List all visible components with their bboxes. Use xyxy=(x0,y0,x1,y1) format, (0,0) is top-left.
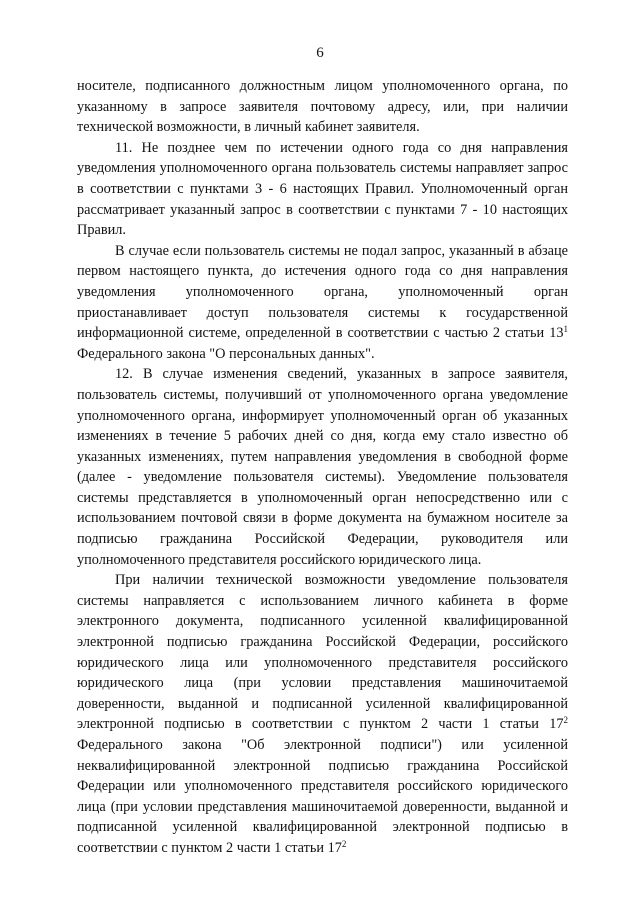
superscript-index: 2 xyxy=(341,838,347,849)
document-body xyxy=(77,76,568,859)
paragraph xyxy=(77,570,568,858)
paragraph xyxy=(77,364,568,570)
superscript-index: 1 xyxy=(563,324,568,335)
paragraph xyxy=(77,76,568,138)
paragraph-text: Федерального закона "Об электронной подписи") или усиленной неквалифицированной электронной подписью гражданина Российской Федерации или уполномоченного представителя российского юридического лица (при условии представления машиночитаемой доверенности, выданной и подписанной усиленной квалифицированной электронной подписью в соответствии с пунктом 2 части 1 статьи 17 xyxy=(77,737,568,856)
superscript-index: 2 xyxy=(563,715,568,726)
paragraph-text: При наличии технической возможности уведомление пользователя системы направляется с использованием личного кабинета в форме электронного документа, подписанного усиленной квалифицированной электронной подписью гражданина Российской Федерации, российского юридического лица или уполномоченного представителя российского юридического лица (при условии представления машиночитаемой доверенности, выданной и подписанной усиленной квалифицированной электронной подписью в соответствии с пунктом 2 части 1 статьи 17 xyxy=(77,572,568,733)
paragraph-text: 12. В случае изменения сведений, указанных в запросе заявителя, пользователь системы, получивший от уполномоченного органа уведомление уполномоченного органа, информирует уполномоченный орган об указанных изменениях в течение 5 рабочих дней со дня, когда ему стало известно об указанных изменениях, путем направления уведомления в свободной форме (далее - уведомление пользователя системы). Уведомление пользователя системы представляется в уполномоченный орган непосредственно или с использованием почтовой связи в форме документа на бумажном носителе за подписью гражданина Российской Федерации, руководителя или уполномоченного представителя российского юридического лица. xyxy=(77,366,568,568)
page-number: 6 xyxy=(316,45,324,61)
paragraph-text: В случае если пользователь системы не подал запрос, указанный в абзаце первом настоящего пункта, до истечения одного года со дня направления уведомления уполномоченного органа, уполномоченный орган приостанавливает доступ пользователя системы к государственной информационной системе, определенной в соответствии с частью 2 статьи 13 xyxy=(77,242,568,342)
paragraph-text: 11. Не позднее чем по истечении одного года со дня направления уведомления уполномоченного органа пользователь системы направляет запрос в соответствии с пунктами 3 - 6 настоящих Правил. Уполномоченный орган рассматривает указанный запрос в соответствии с пунктами 7 - 10 настоящих Правил. xyxy=(77,139,568,239)
paragraph xyxy=(77,241,568,365)
paragraph-text: носителе, подписанного должностным лицом уполномоченного органа, по указанному в запросе заявителя почтовому адресу, или, при наличии технической возможности, в личный кабинет заявителя. xyxy=(77,78,568,136)
paragraph-text: Федерального закона "О персональных данных". xyxy=(77,345,375,362)
paragraph xyxy=(77,138,568,241)
